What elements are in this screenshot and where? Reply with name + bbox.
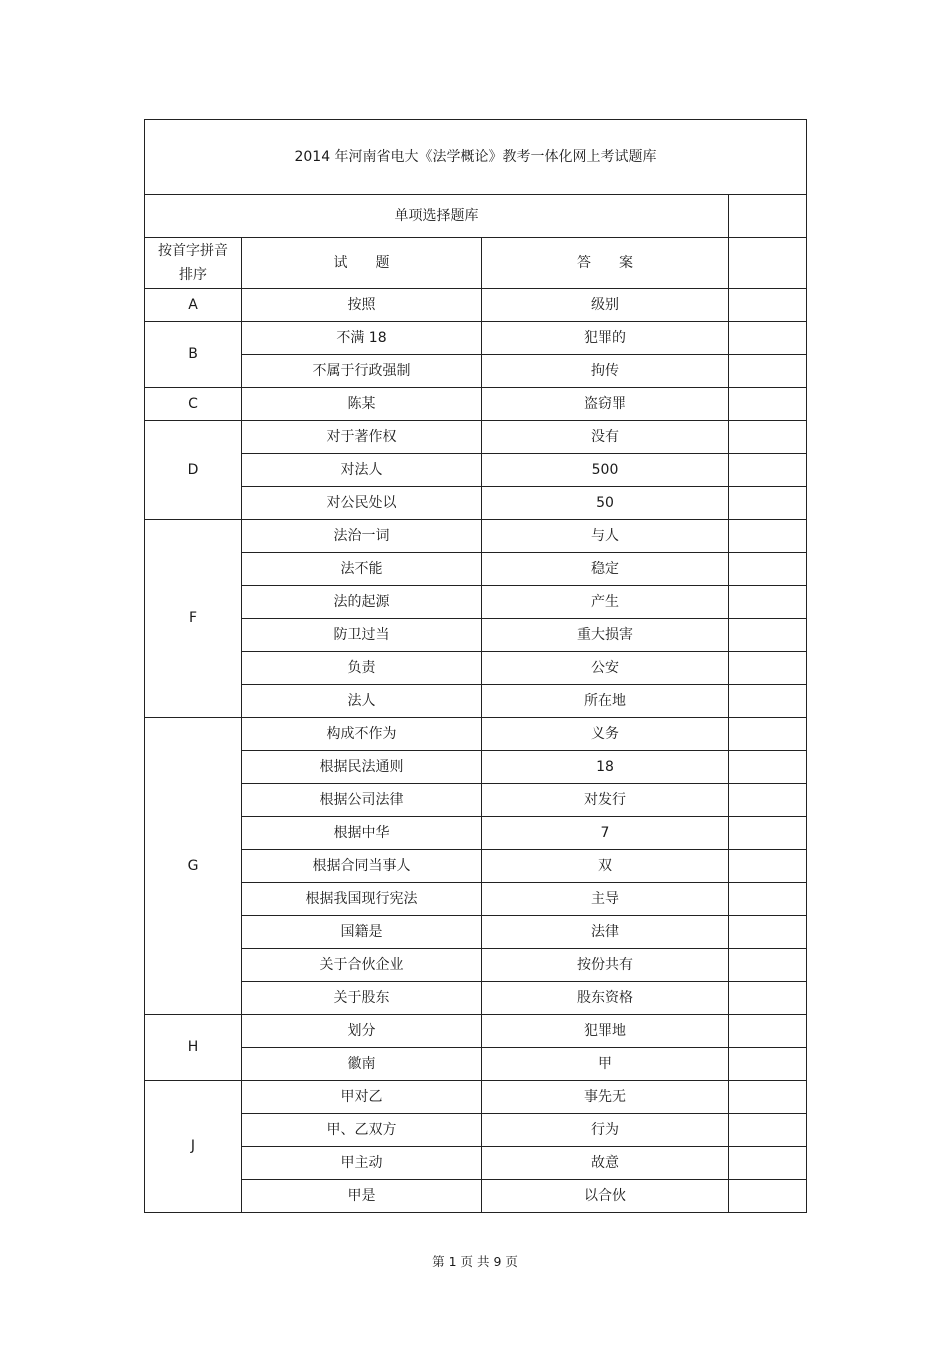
table-row [145, 1114, 807, 1147]
table-row [145, 487, 807, 520]
answer-cell: 没有 [482, 421, 729, 454]
table-row [145, 718, 807, 751]
answer-cell: 义务 [482, 718, 729, 751]
extra-column-cell [729, 949, 807, 982]
extra-column-cell [729, 1081, 807, 1114]
answer-cell: 法律 [482, 916, 729, 949]
extra-column-cell [729, 751, 807, 784]
section-label: 单项选择题库 [145, 195, 729, 238]
extra-column-cell [729, 1048, 807, 1081]
extra-column-cell [729, 586, 807, 619]
extra-column-cell [729, 1147, 807, 1180]
answer-cell: 与人 [482, 520, 729, 553]
table-row [145, 784, 807, 817]
extra-column-cell [729, 487, 807, 520]
question-cell: 法人 [242, 685, 482, 718]
extra-column-cell [729, 784, 807, 817]
table-row [145, 355, 807, 388]
question-cell: 陈某 [242, 388, 482, 421]
pinyin-letter-cell: D [145, 421, 242, 520]
document-title: 2014 年河南省电大《法学概论》教考一体化网上考试题库 [145, 120, 807, 195]
extra-column-cell [729, 238, 807, 289]
table-row [145, 652, 807, 685]
extra-column-cell [729, 195, 807, 238]
answer-cell: 7 [482, 817, 729, 850]
extra-column-cell [729, 652, 807, 685]
table-row [145, 883, 807, 916]
extra-column-cell [729, 520, 807, 553]
table-row [145, 817, 807, 850]
question-cell: 甲是 [242, 1180, 482, 1213]
extra-column-cell [729, 1114, 807, 1147]
answer-cell: 故意 [482, 1147, 729, 1180]
question-cell: 划分 [242, 1015, 482, 1048]
question-cell: 对法人 [242, 454, 482, 487]
table-row [145, 619, 807, 652]
table-row [145, 949, 807, 982]
table-row [145, 586, 807, 619]
table-row [145, 1147, 807, 1180]
question-cell: 不属于行政强制 [242, 355, 482, 388]
extra-column-cell [729, 817, 807, 850]
answer-cell: 甲 [482, 1048, 729, 1081]
question-cell: 甲主动 [242, 1147, 482, 1180]
answer-cell: 重大损害 [482, 619, 729, 652]
answer-cell: 以合伙 [482, 1180, 729, 1213]
table-row [145, 685, 807, 718]
question-cell: 根据中华 [242, 817, 482, 850]
pinyin-letter-cell: F [145, 520, 242, 718]
extra-column-cell [729, 982, 807, 1015]
pinyin-letter-cell: G [145, 718, 242, 1015]
answer-cell: 级别 [482, 289, 729, 322]
pinyin-letter-cell: B [145, 322, 242, 388]
extra-column-cell [729, 619, 807, 652]
pinyin-letter-cell: J [145, 1081, 242, 1213]
page-footer: 第 1 页 共 9 页 [432, 1254, 518, 1269]
extra-column-cell [729, 685, 807, 718]
table-row [145, 1048, 807, 1081]
table-row [145, 322, 807, 355]
sort-header-line1: 按首字拼音 [158, 243, 228, 259]
extra-column-cell [729, 916, 807, 949]
sort-header-line2: 排序 [179, 267, 207, 283]
extra-column-cell [729, 289, 807, 322]
question-cell: 国籍是 [242, 916, 482, 949]
answer-cell: 50 [482, 487, 729, 520]
table-row [145, 421, 807, 454]
question-cell: 关于合伙企业 [242, 949, 482, 982]
pinyin-letter-cell: C [145, 388, 242, 421]
answer-cell: 拘传 [482, 355, 729, 388]
extra-column-cell [729, 718, 807, 751]
question-cell: 法治一词 [242, 520, 482, 553]
question-cell: 根据公司法律 [242, 784, 482, 817]
answer-cell: 行为 [482, 1114, 729, 1147]
table-row [145, 454, 807, 487]
question-column-header: 试 题 [242, 238, 482, 289]
table-row [145, 388, 807, 421]
answer-cell: 事先无 [482, 1081, 729, 1114]
answer-cell: 盗窃罪 [482, 388, 729, 421]
extra-column-cell [729, 421, 807, 454]
question-cell: 甲、乙双方 [242, 1114, 482, 1147]
question-cell: 对于著作权 [242, 421, 482, 454]
extra-column-cell [729, 553, 807, 586]
extra-column-cell [729, 322, 807, 355]
table-row [145, 289, 807, 322]
answer-cell: 稳定 [482, 553, 729, 586]
pinyin-letter-cell: A [145, 289, 242, 322]
extra-column-cell [729, 850, 807, 883]
extra-column-cell [729, 1015, 807, 1048]
extra-column-cell [729, 454, 807, 487]
question-cell: 根据民法通则 [242, 751, 482, 784]
question-cell: 对公民处以 [242, 487, 482, 520]
answer-cell: 按份共有 [482, 949, 729, 982]
answer-cell: 500 [482, 454, 729, 487]
table-row [145, 1180, 807, 1213]
pinyin-letter-cell: H [145, 1015, 242, 1081]
table-row [145, 1015, 807, 1048]
table-row [145, 916, 807, 949]
answer-cell: 产生 [482, 586, 729, 619]
table-row [145, 1081, 807, 1114]
sort-column-header [145, 238, 242, 289]
question-cell: 徽南 [242, 1048, 482, 1081]
answer-cell: 主导 [482, 883, 729, 916]
question-cell: 根据合同当事人 [242, 850, 482, 883]
table-row [145, 520, 807, 553]
answer-cell: 股东资格 [482, 982, 729, 1015]
question-cell: 负责 [242, 652, 482, 685]
answer-cell: 18 [482, 751, 729, 784]
answer-cell: 双 [482, 850, 729, 883]
question-cell: 构成不作为 [242, 718, 482, 751]
answer-cell: 所在地 [482, 685, 729, 718]
table-row [145, 850, 807, 883]
answer-column-header: 答 案 [482, 238, 729, 289]
extra-column-cell [729, 883, 807, 916]
extra-column-cell [729, 1180, 807, 1213]
exam-question-table [144, 119, 807, 1213]
question-cell: 关于股东 [242, 982, 482, 1015]
question-cell: 法的起源 [242, 586, 482, 619]
table-row [145, 982, 807, 1015]
table-row [145, 751, 807, 784]
answer-cell: 公安 [482, 652, 729, 685]
question-cell: 防卫过当 [242, 619, 482, 652]
question-cell: 不满 18 [242, 322, 482, 355]
question-cell: 按照 [242, 289, 482, 322]
question-cell: 甲对乙 [242, 1081, 482, 1114]
table-row [145, 553, 807, 586]
question-cell: 法不能 [242, 553, 482, 586]
answer-cell: 犯罪的 [482, 322, 729, 355]
extra-column-cell [729, 388, 807, 421]
extra-column-cell [729, 355, 807, 388]
question-cell: 根据我国现行宪法 [242, 883, 482, 916]
answer-cell: 犯罪地 [482, 1015, 729, 1048]
answer-cell: 对发行 [482, 784, 729, 817]
